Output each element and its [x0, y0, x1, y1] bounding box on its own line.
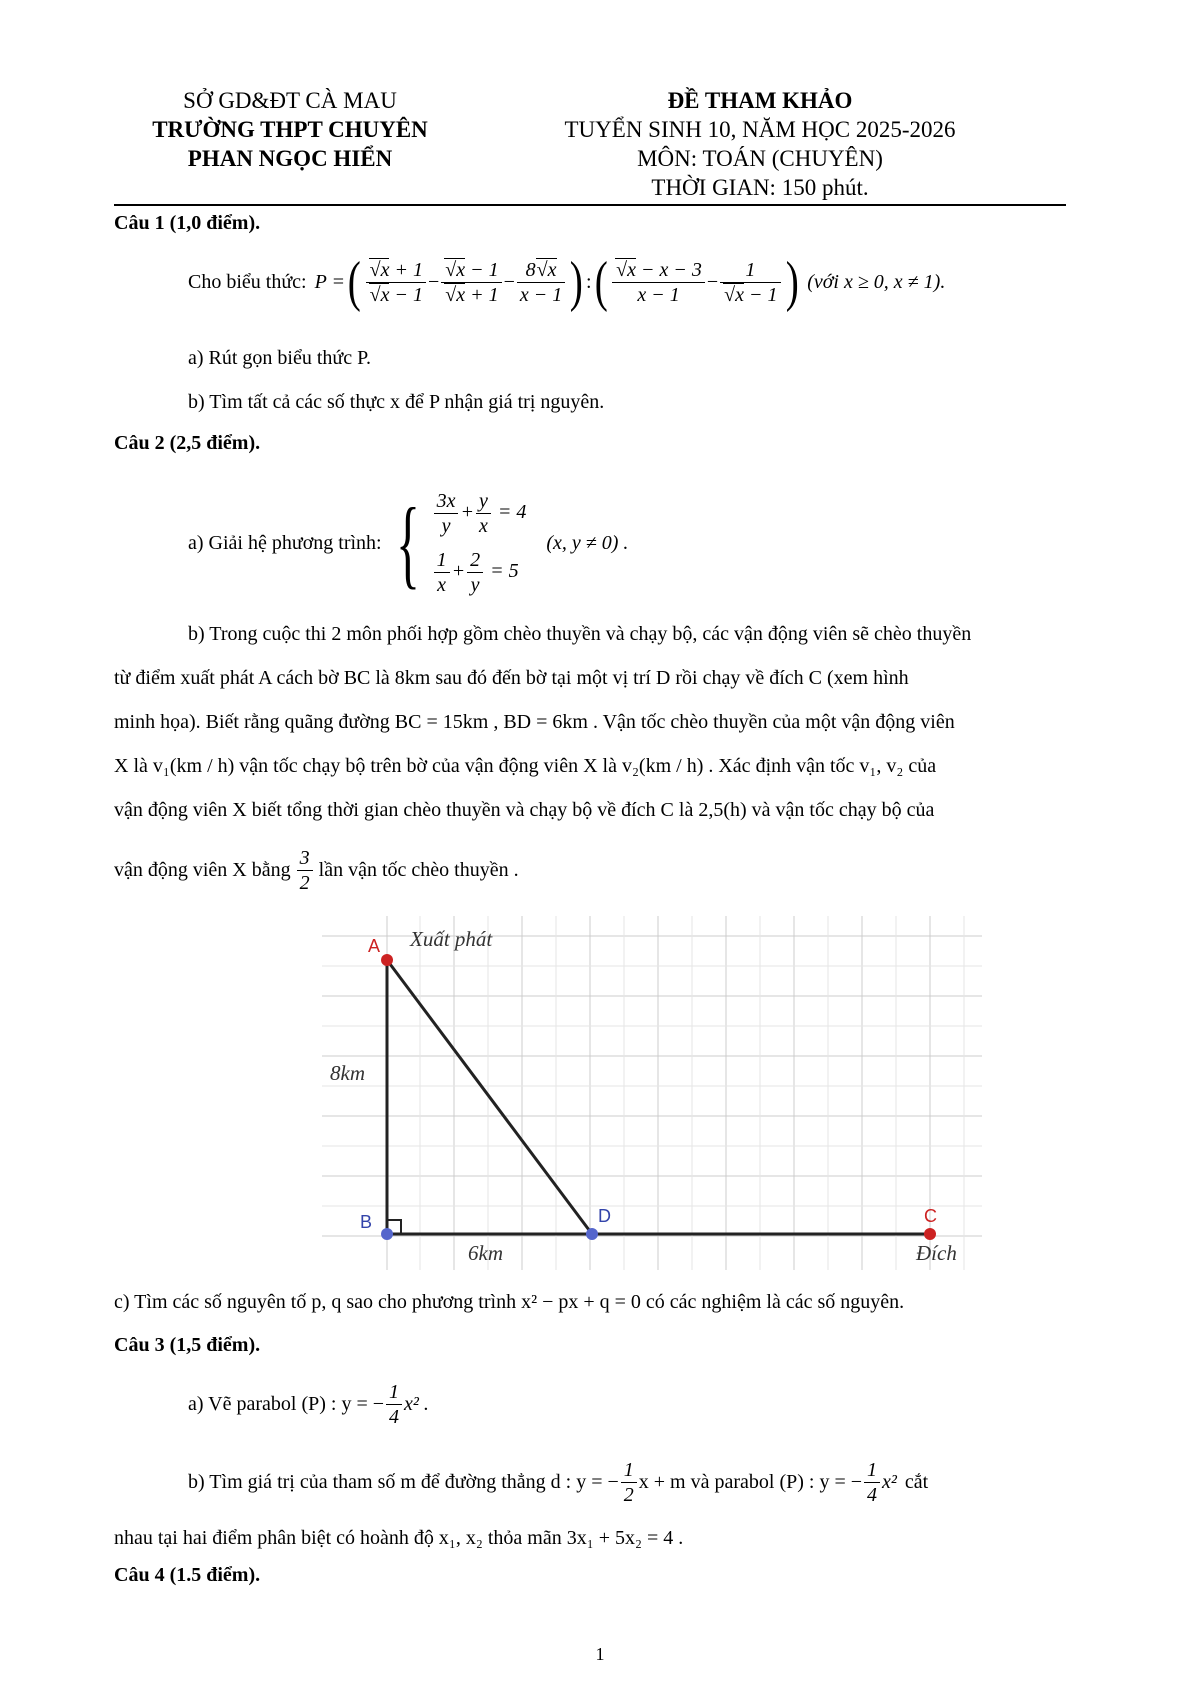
point-d: [586, 1228, 598, 1240]
label-a: A: [368, 936, 381, 956]
label-c: C: [924, 1206, 937, 1226]
q2-b-line: minh họa). Biết rằng quãng đường BC = 15km , BD = 6km . Vận tốc chèo thuyền của một vận động viên: [114, 711, 955, 733]
label-start: Xuất phát: [410, 927, 493, 951]
label-finish: Đích: [916, 1241, 957, 1265]
q2-b-line: từ điểm xuất phát A cách bờ BC là 8km sau đó đến bờ tại một vị trí D rồi chạy về đích C (xem hình: [114, 667, 909, 689]
q2-b-line: X là v₁(km / h) vận tốc chạy bộ trên bờ của vận động viên X là v₂(km / h) . Xác định vận tốc v₁, v₂ của: [114, 755, 937, 777]
header-left: [120, 86, 460, 173]
q3-b-mid: x + m và parabol (P) : y = −: [638, 1471, 863, 1493]
q1-title: Câu 1 (1,0 điểm).: [114, 212, 261, 234]
q3-part-b: b) Tìm giá trị của tham số m để đường thẳng d : y = − $\frac{1}{2}$ x + m và parabol (P) : y = − $\frac{1}{4}$ x² cắt: [188, 1458, 929, 1506]
header-school-name: PHAN NGỌC HIỂN: [187, 146, 393, 171]
point-b: [381, 1228, 393, 1240]
header-department: SỞ GD&ĐT CÀ MAU: [183, 88, 397, 113]
q1-expression: Cho biểu thức: P = ( $\frac{√x + 1}{√x - 1}$ − $\frac{√x - 1}{√x + 1}$ − $\frac{8√x}{x - 1}$ ) : ( $\frac{√x - x - 3}{x - 1}$ − $\frac{1}{√x - 1}$ ) (với x ≥ 0, x ≠ 1).: [188, 251, 946, 313]
exam-year: TUYỂN SINH 10, NĂM HỌC 2025-2026: [564, 117, 956, 142]
exam-title: ĐỀ THAM KHẢO: [667, 88, 853, 113]
q1-condition: (với x ≥ 0, x ≠ 1).: [807, 271, 946, 293]
page-number: 1: [595, 1644, 605, 1664]
header-school: TRƯỜNG THPT CHUYÊN: [152, 117, 428, 142]
race-diagram: [322, 916, 982, 1270]
point-c: [924, 1228, 936, 1240]
label-b: B: [360, 1212, 373, 1232]
header-divider: [114, 204, 1066, 206]
q3-b-pre: b) Tìm giá trị của tham số m để đường thẳng d : y = −: [188, 1471, 619, 1493]
q2-part-c: c) Tìm các số nguyên tố p, q sao cho phương trình x² − px + q = 0 có các nghiệm là các số nguyên.: [114, 1291, 905, 1313]
q2-b-last-post: lần vận tốc chèo thuyền .: [318, 859, 519, 881]
exam-time: THỜI GIAN: 150 phút.: [651, 175, 869, 200]
q3-a-pre: a) Vẽ parabol (P) : y = −: [188, 1393, 385, 1415]
q2-system: a) Giải hệ phương trình: { $\frac{3x}{y}$ + $\frac{y}{x}$ = 4 $\frac{1}{x}$ + $\frac{2}{y}$ = 5 (x, y ≠ 0) .: [188, 487, 629, 598]
figure: [322, 916, 982, 1270]
q1-part-a: a) Rút gọn biểu thức P.: [188, 347, 372, 369]
q1-part-b: b) Tìm tất cả các số thực x để P nhận giá trị nguyên.: [188, 391, 605, 413]
q3-b-post: cắt: [904, 1471, 929, 1493]
header-right: [520, 86, 1000, 202]
exam-subject: MÔN: TOÁN (CHUYÊN): [637, 146, 883, 171]
q4-title: Câu 4 (1.5 điểm).: [114, 1564, 261, 1586]
label-bd-length: 6km: [468, 1241, 503, 1265]
q1-intro: Cho biểu thức:: [188, 271, 307, 293]
label-ab-length: 8km: [330, 1061, 365, 1085]
q2-b-last-pre: vận động viên X bằng: [114, 859, 291, 881]
q3-title: Câu 3 (1,5 điểm).: [114, 1334, 261, 1356]
q2-b-line: b) Trong cuộc thi 2 môn phối hợp gồm chèo thuyền và chạy bộ, các vận động viên sẽ chèo thuyền: [188, 623, 972, 645]
q3-b-line2: nhau tại hai điểm phân biệt có hoành độ x₁, x₂ thỏa mãn 3x₁ + 5x₂ = 4 .: [114, 1527, 684, 1549]
q3-part-a: a) Vẽ parabol (P) : y = − $\frac{1}{4}$ x² .: [188, 1380, 429, 1428]
point-a: [381, 954, 393, 966]
segment-ad: [387, 960, 592, 1234]
q2-title: Câu 2 (2,5 điểm).: [114, 432, 261, 454]
q2-a-intro: a) Giải hệ phương trình:: [188, 532, 382, 554]
q2-a-condition: (x, y ≠ 0) .: [546, 532, 629, 554]
label-d: D: [598, 1206, 611, 1226]
q2-part-b: b) Trong cuộc thi 2 môn phối hợp gồm chèo thuyền và chạy bộ, các vận động viên sẽ chèo thuyền từ điểm xuất phát A cách bờ BC là 8km sau đó đến bờ tại một vị trí D rồi chạy về đích C (xem hình minh họa). Biết rằng quãng đường BC = 15km , BD = 6km . Vận tốc chèo thuyền của một vận động viên X là v₁(km / h) vận tốc chạy bộ trên bờ của vận động viên X là v₂(km / h) . Xác định vận tốc v₁, v₂ của vận động viên X biết tổng thời gian chèo thuyền và chạy bộ về đích C là 2,5(h) và vận tốc chạy bộ của vận động viên X bằng $\frac{3}{2}$ lần vận tốc chèo thuyền .: [114, 620, 1066, 900]
q2-b-line: vận động viên X biết tổng thời gian chèo thuyền và chạy bộ về đích C là 2,5(h) và vận tốc chạy bộ của: [114, 799, 935, 821]
